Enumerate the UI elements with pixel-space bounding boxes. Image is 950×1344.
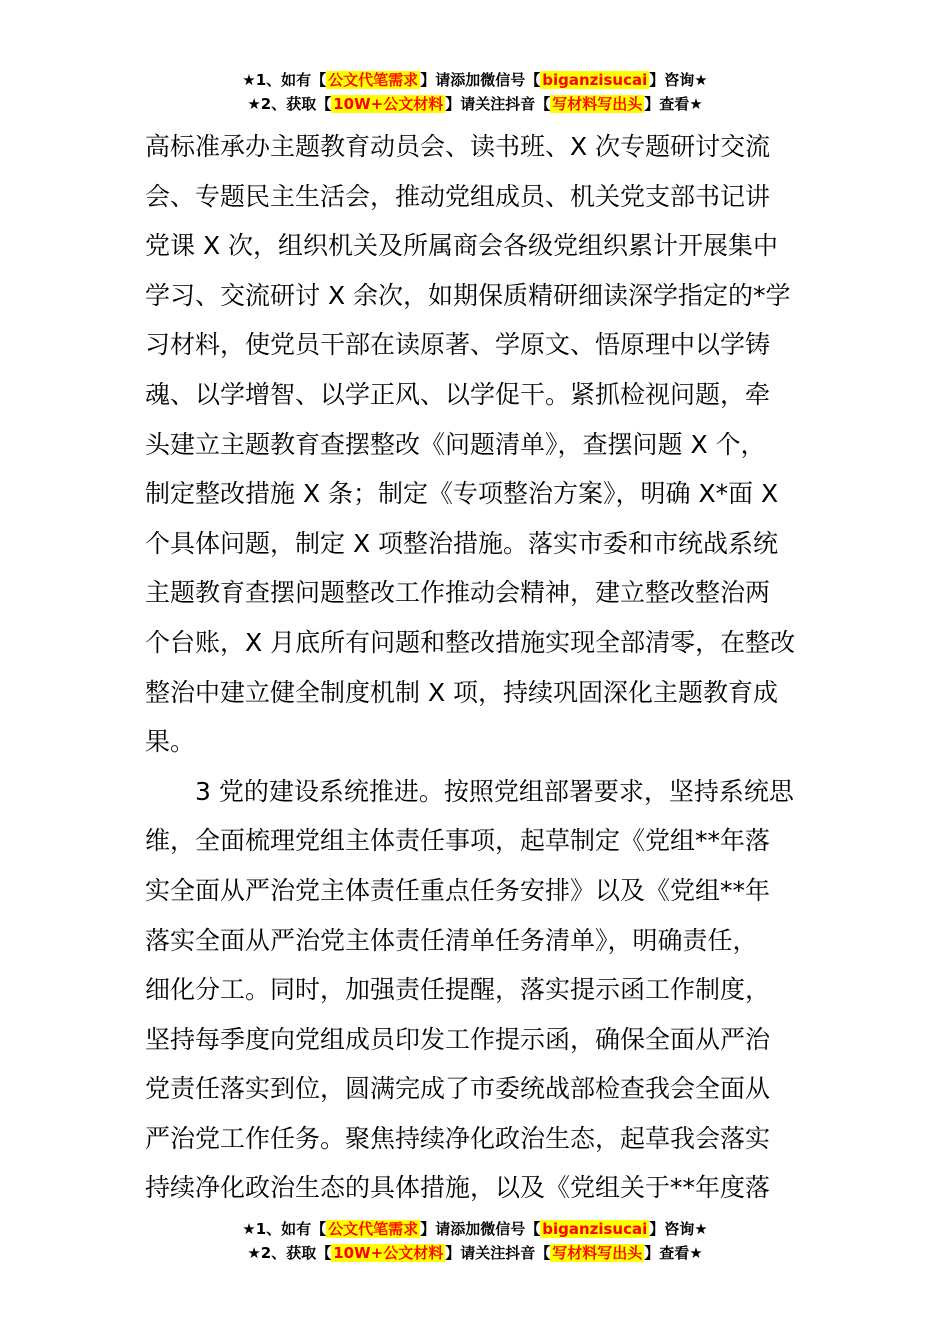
promo-text: ★2、获取【 <box>247 1244 332 1262</box>
text-line: 制定整改措施 X 条；制定《专项整治方案》，明确 X*面 X <box>145 479 779 509</box>
text-line: 高标准承办主题教育动员会、读书班、X 次专题研讨交流 <box>145 132 771 161</box>
text-line: 落实全面从严治党主体责任清单任务清单》，明确责任， <box>145 925 758 955</box>
wechat-id-highlight: biganzisucai <box>542 71 648 89</box>
header-promo-banner <box>0 68 950 116</box>
text-line: 个台账，X 月底所有问题和整改措施实现全部清零，在整改 <box>145 627 796 657</box>
text-line: 党责任落实到位，圆满完成了市委统战部检查我会全面从 <box>145 1074 771 1104</box>
text-line: 3 党的建设系统推进。按照党组部署要求，坚持系统思 <box>195 776 794 806</box>
text-line: 头建立主题教育查摆整改《问题清单》，查摆问题 X 个， <box>145 429 766 459</box>
paragraph-2 <box>145 767 810 1213</box>
text-line: 学习、交流研讨 X 余次，如期保质精研细读深学指定的*学 <box>145 280 791 310</box>
text-line: 主题教育查摆问题整改工作推动会精神，建立整改整治两 <box>145 578 771 608</box>
promo-text: 】请关注抖音【 <box>445 95 551 113</box>
promo-line-2 <box>0 92 950 116</box>
promo-highlight: 10W+公文材料 <box>333 95 444 113</box>
text-line: 党课 X 次，组织机关及所属商会各级党组织累计开展集中 <box>145 231 779 261</box>
promo-text: ★1、如有【 <box>242 1220 327 1238</box>
text-line: 严治党工作任务。聚焦持续净化政治生态，起草我会落实 <box>145 1123 771 1153</box>
douyin-id-highlight: 写材料写出头 <box>552 1244 643 1262</box>
promo-highlight: 10W+公文材料 <box>333 1244 444 1262</box>
promo-text: 】请添加微信号【 <box>420 71 541 89</box>
promo-text: 】咨询★ <box>649 1220 708 1238</box>
promo-text: 】咨询★ <box>649 71 708 89</box>
promo-text: 】查看★ <box>644 1244 703 1262</box>
text-line: 维，全面梳理党组主体责任事项，起草制定《党组**年落 <box>145 826 771 856</box>
footer-promo-banner <box>0 1217 950 1265</box>
promo-text: ★1、如有【 <box>242 71 327 89</box>
promo-highlight: 公文代笔需求 <box>328 1220 419 1238</box>
text-line: 持续净化政治生态的具体措施，以及《党组关于**年度落 <box>145 1173 771 1203</box>
text-line: 细化分工。同时，加强责任提醒，落实提示函工作制度， <box>145 975 771 1005</box>
text-line: 坚持每季度向党组成员印发工作提示函，确保全面从严治 <box>145 1024 771 1054</box>
document-body <box>145 122 810 1213</box>
wechat-id-highlight: biganzisucai <box>542 1220 648 1238</box>
promo-text: 】查看★ <box>644 95 703 113</box>
promo-line-2 <box>0 1241 950 1265</box>
promo-highlight: 公文代笔需求 <box>328 71 419 89</box>
douyin-id-highlight: 写材料写出头 <box>552 95 643 113</box>
promo-line-1 <box>0 1217 950 1241</box>
paragraph-1 <box>145 122 810 767</box>
promo-text: ★2、获取【 <box>247 95 332 113</box>
promo-text: 】请添加微信号【 <box>420 1220 541 1238</box>
text-line: 实全面从严治党主体责任重点任务安排》以及《党组**年 <box>145 875 771 905</box>
text-line: 魂、以学增智、以学正风、以学促干。紧抓检视问题，牵 <box>145 379 771 409</box>
text-line: 果。 <box>145 727 196 757</box>
text-line: 会、专题民主生活会，推动党组成员、机关党支部书记讲 <box>145 181 771 211</box>
text-line: 整治中建立健全制度机制 X 项，持续巩固深化主题教育成 <box>145 677 779 707</box>
promo-text: 】请关注抖音【 <box>445 1244 551 1262</box>
promo-line-1 <box>0 68 950 92</box>
text-line: 习材料，使党员干部在读原著、学原文、悟原理中以学铸 <box>145 330 771 360</box>
text-line: 个具体问题，制定 X 项整治措施。落实市委和市统战系统 <box>145 528 779 558</box>
